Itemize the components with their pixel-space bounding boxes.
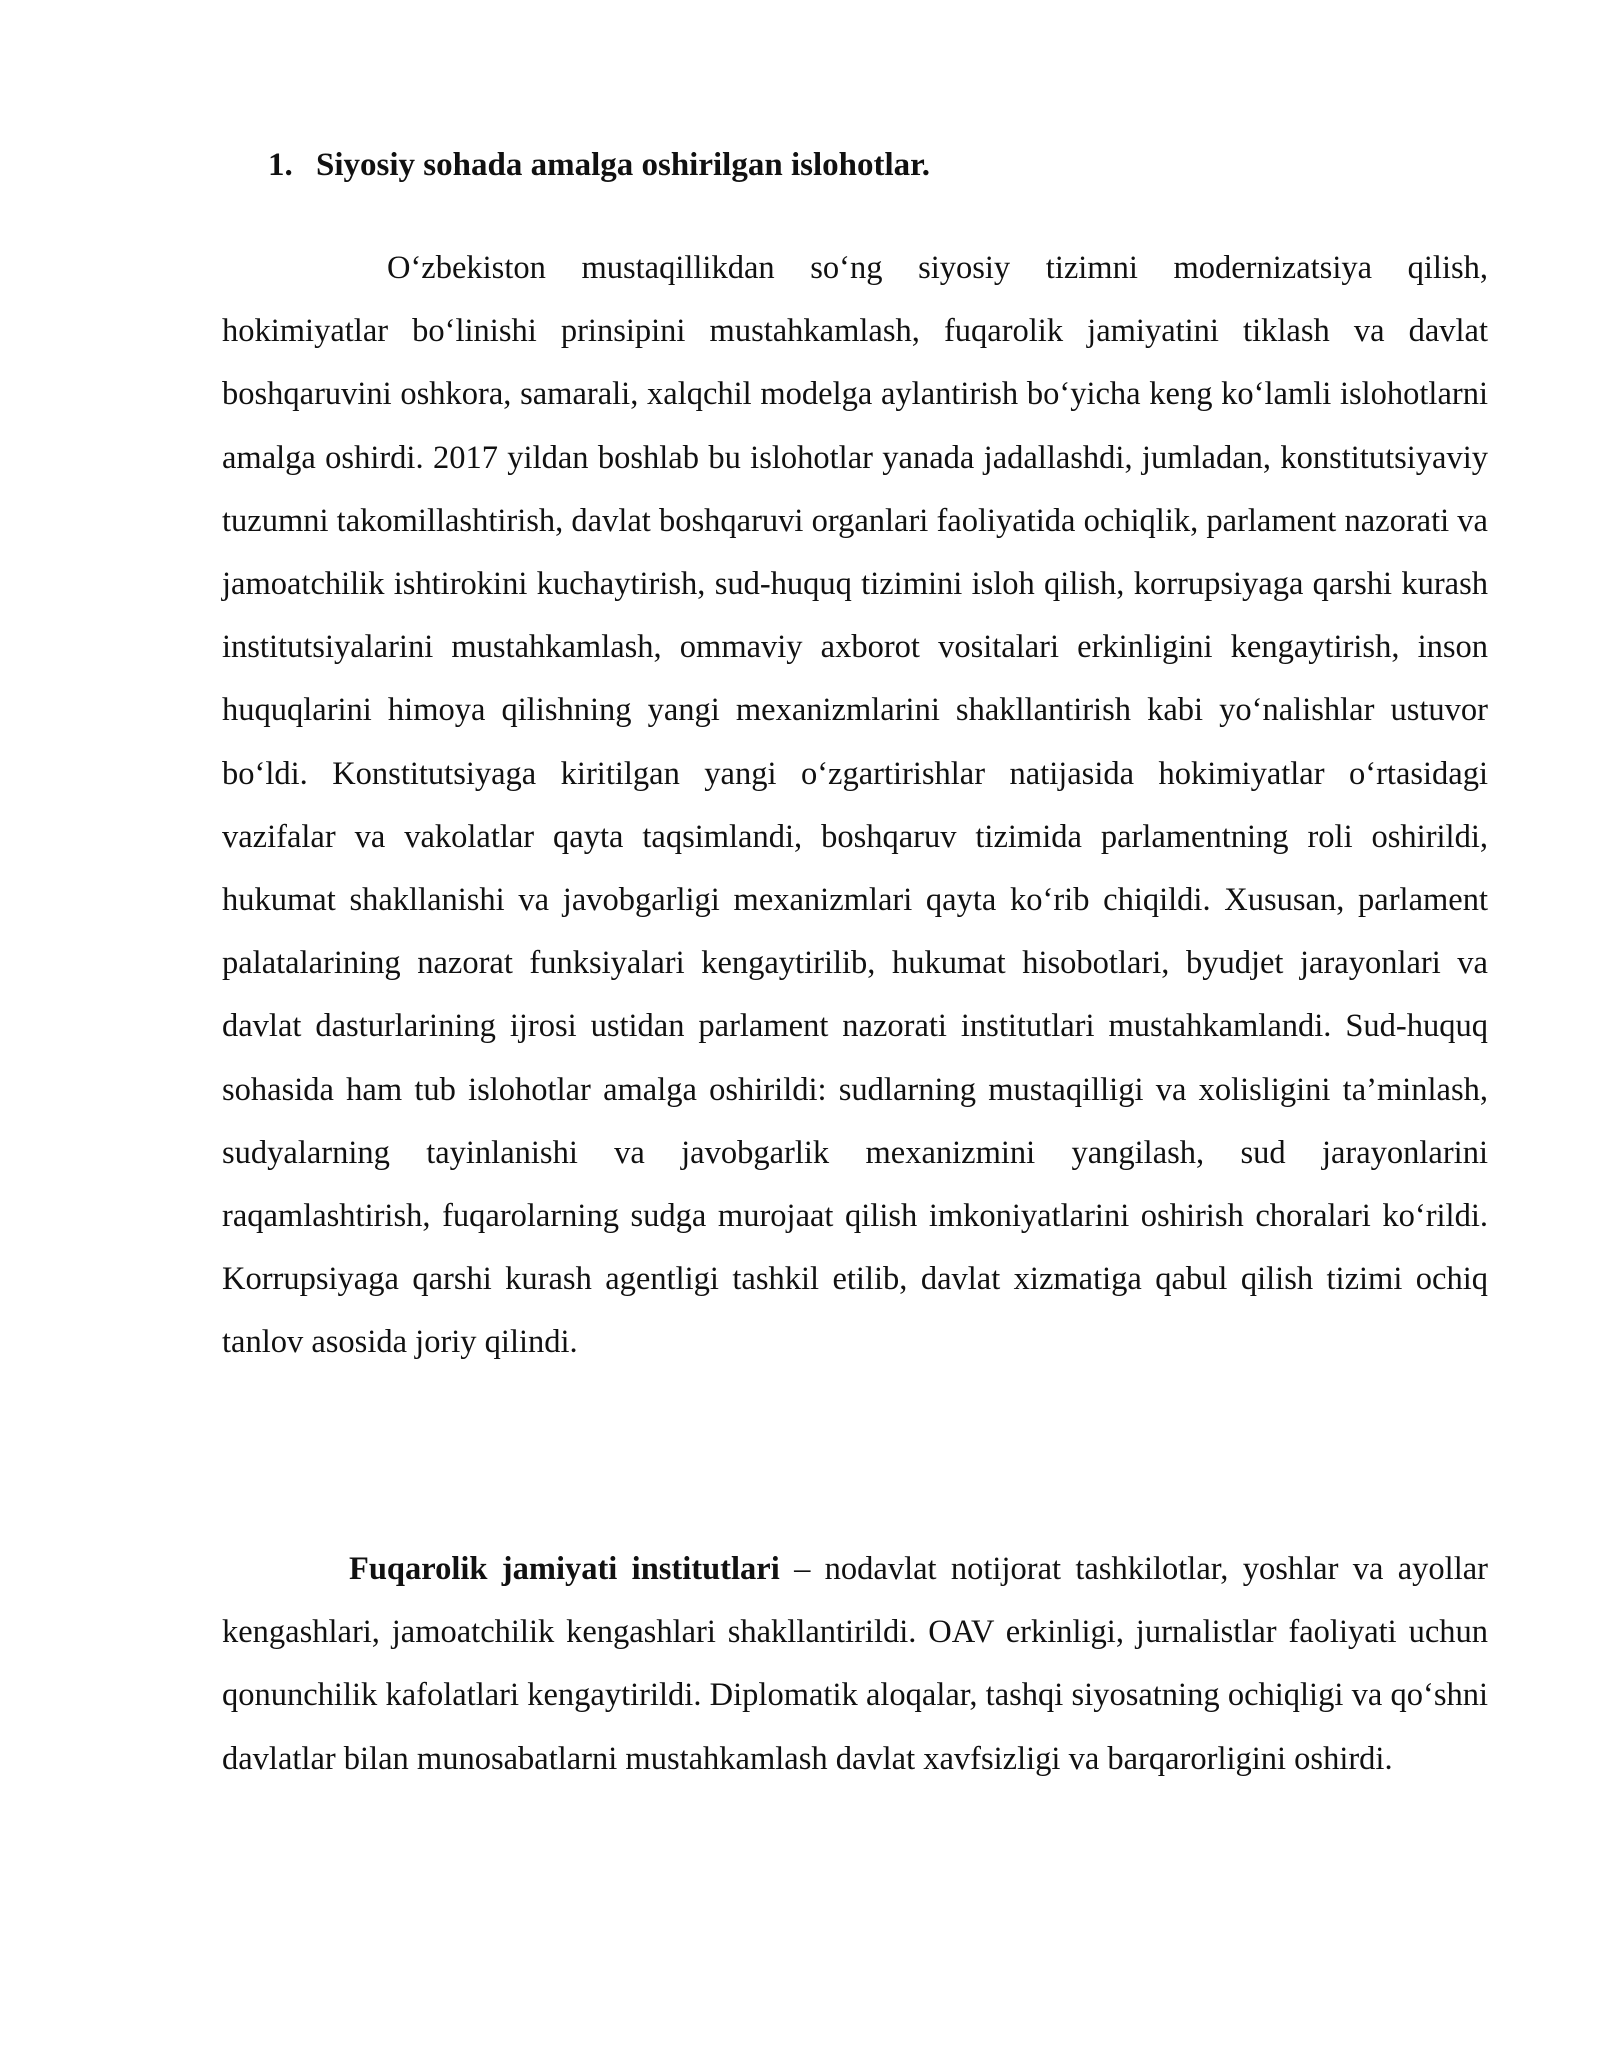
paragraph-civil-society-text: – nodavlat notijorat tashkilotlar, yoshlar va ayollar kengashlari, jamoatchilik kengashlari shakllantirildi. OAV erkinligi, jurnalistlar faoliyati uchun qonunchilik kafolatlari kengaytirildi. Diplomatik aloqalar, tashqi siyosatning ochiqligi va qo‘shni davlatlar bilan munosabatlarni mustahkamlash davlat xavfsizligi va barqarorligini oshirdi. (222, 1551, 1488, 1777)
paragraph-bold-term: Fuqarolik jamiyati institutlari (349, 1551, 780, 1587)
section-heading (268, 146, 930, 186)
heading-title: Siyosiy sohada amalga oshirilgan islohotlar. (316, 147, 930, 183)
paragraph-political-reforms: O‘zbekiston mustaqillikdan so‘ng siyosiy tizimni modernizatsiya qilish, hokimiyatlar bo‘linishi prinsipini mustahkamlash, fuqarolik jamiyatini tiklash va davlat boshqaruvini oshkora, samarali, xalqchil modelga aylantirish bo‘yicha keng ko‘lamli islohotlarni amalga oshirdi. 2017 yildan boshlab bu islohotlar yanada jadallashdi, jumladan, konstitutsiyaviy tuzumni takomillashtirish, davlat boshqaruvi organlari faoliyatida ochiqlik, parlament nazorati va jamoatchilik ishtirokini kuchaytirish, sud-huquq tizimini isloh qilish, korrupsiyaga qarshi kurash institutsiyalarini mustahkamlash, ommaviy axborot vositalari erkinligini kengaytirish, inson huquqlarini himoya qilishning yangi mexanizmlarini shakllantirish kabi yo‘nalishlar ustuvor bo‘ldi. Konstitutsiyaga kiritilgan yangi o‘zgartirishlar natijasida hokimiyatlar o‘rtasidagi vazifalar va vakolatlar qayta taqsimlandi, boshqaruv tizimida parlamentning roli oshirildi, hukumat shakllanishi va javobgarligi mexanizmlari qayta ko‘rib chiqildi. Xususan, parlament palatalarining nazorat funksiyalari kengaytirilib, hukumat hisobotlari, byudjet jarayonlari va davlat dasturlarining ijrosi ustidan parlament nazorati institutlari mustahkamlandi. Sud-huquq sohasida ham tub islohotlar amalga oshirildi: sudlarning mustaqilligi va xolisligini ta’minlash, sudyalarning tayinlanishi va javobgarlik mexanizmini yangilash, sud jarayonlarini raqamlashtirish, fuqarolarning sudga murojaat qilish imkoniyatlarini oshirish choralari ko‘rildi. Korrupsiyaga qarshi kurash agentligi tashkil etilib, davlat xizmatiga qabul qilish tizimi ochiq tanlov asosida joriy qilindi. (222, 250, 1488, 1361)
heading-number: 1. (268, 147, 293, 183)
paragraph-civil-society (222, 1538, 1488, 1791)
